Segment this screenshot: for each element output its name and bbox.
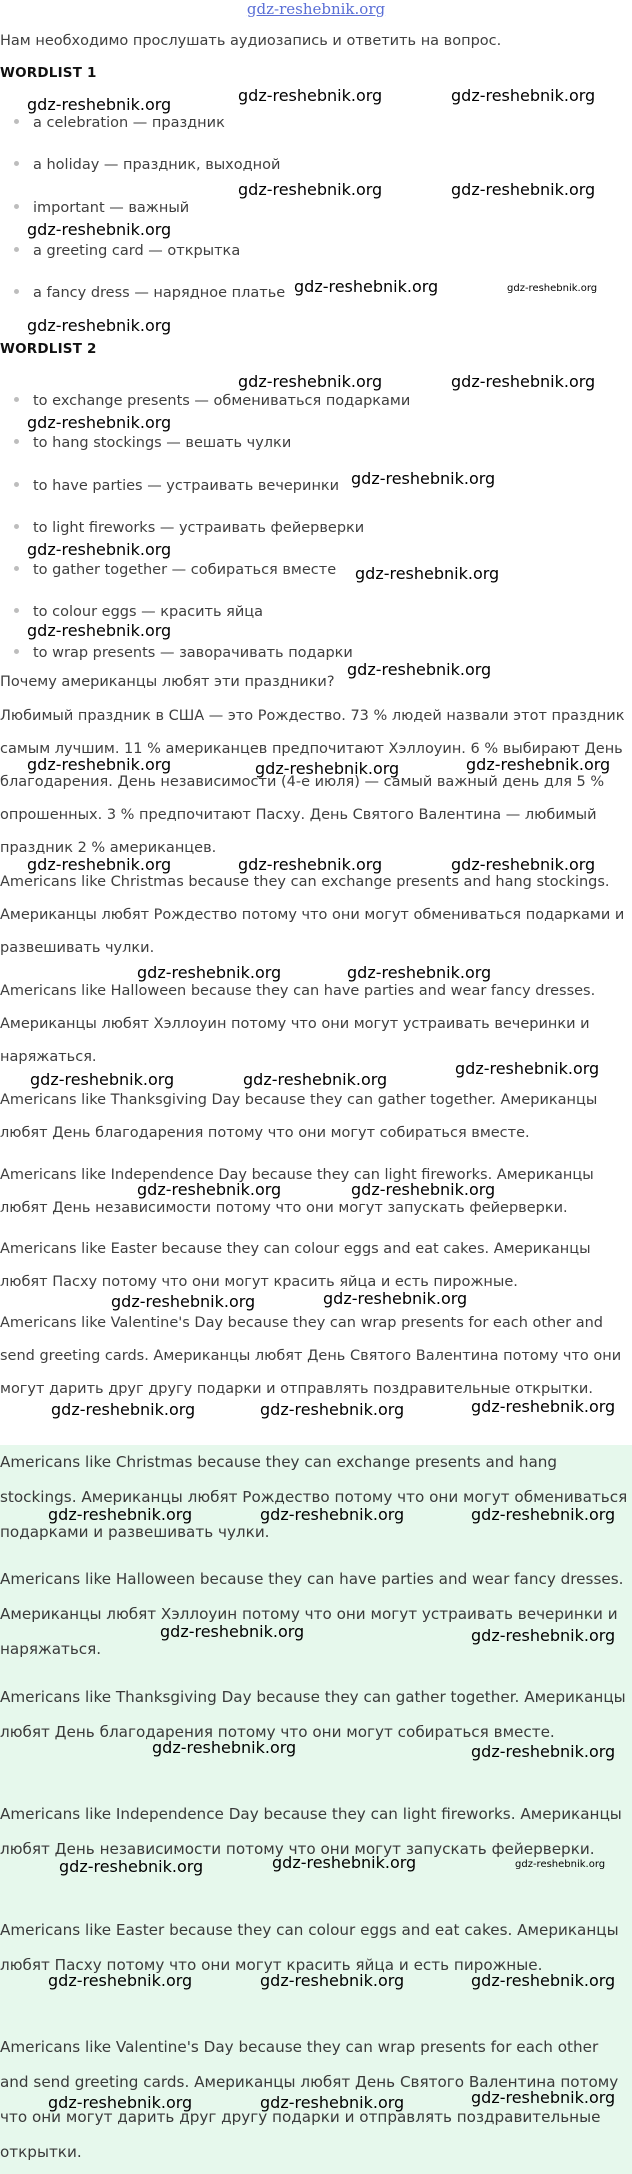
watermark: gdz-reshebnik.org bbox=[238, 372, 383, 391]
watermark: gdz-reshebnik.org bbox=[27, 540, 172, 559]
answer-paragraph-highlighted: Americans like Halloween because they can have parties and wear fancy dresses. Американцы любят Хэллоуин потому что они могут устраивать вечеринки и наряжаться. bbox=[0, 1570, 624, 1658]
watermark: gdz-reshebnik.org bbox=[294, 277, 439, 296]
watermark: gdz-reshebnik.org bbox=[48, 2093, 193, 2112]
bullet-icon bbox=[14, 608, 19, 613]
watermark: gdz-reshebnik.org bbox=[451, 86, 596, 105]
watermark: gdz-reshebnik.org bbox=[27, 855, 172, 874]
wordlist-1-item: a fancy dress — нарядное платье bbox=[0, 283, 285, 303]
watermark: gdz-reshebnik.org bbox=[347, 963, 492, 982]
watermark: gdz-reshebnik.org bbox=[30, 1070, 175, 1089]
watermark: gdz-reshebnik.org bbox=[48, 1505, 193, 1524]
bullet-icon bbox=[14, 439, 19, 444]
wordlist-1-item: important — важный bbox=[0, 198, 189, 218]
watermark: gdz-reshebnik.org bbox=[137, 963, 282, 982]
watermark: gdz-reshebnik.org bbox=[451, 855, 596, 874]
answer-paragraph-highlighted: Americans like Thanksgiving Day because they can gather together. Американцы любят День благодарения потому что они могут собираться вместе. bbox=[0, 1688, 626, 1741]
bullet-icon bbox=[14, 524, 19, 529]
watermark: gdz-reshebnik.org bbox=[347, 660, 492, 679]
watermark: gdz-reshebnik.org bbox=[59, 1857, 204, 1876]
answer-paragraph: Americans like Independence Day because they can light fireworks. Американцы любят День независимости потому что они могут запускать фейерверки. bbox=[0, 1167, 594, 1216]
watermark: gdz-reshebnik.org bbox=[455, 1059, 600, 1078]
watermark: gdz-reshebnik.org bbox=[260, 2093, 405, 2112]
watermark: gdz-reshebnik.org bbox=[48, 1971, 193, 1990]
intro-text: Нам необходимо прослушать аудиозапись и ответить на вопрос. bbox=[0, 33, 502, 49]
watermark: gdz-reshebnik.org bbox=[451, 372, 596, 391]
wordlist-2-item: to colour eggs — красить яйца bbox=[0, 602, 263, 622]
bullet-icon bbox=[14, 397, 19, 402]
answer-paragraph-highlighted: Americans like Easter because they can colour eggs and eat cakes. Американцы любят Пасху потому что они могут красить яйца и есть пирожные. bbox=[0, 1921, 619, 1974]
watermark: gdz-reshebnik.org bbox=[111, 1292, 256, 1311]
wordlist-2-item: to wrap presents — заворачивать подарки bbox=[0, 643, 353, 663]
bullet-icon bbox=[14, 119, 19, 124]
wordlist-1-item: a holiday — праздник, выходной bbox=[0, 155, 280, 175]
watermark: gdz-reshebnik.org bbox=[355, 564, 500, 583]
watermark: gdz-reshebnik.org bbox=[27, 621, 172, 640]
answer-paragraph-highlighted: Americans like Valentine's Day because they can wrap presents for each other and send greeting cards. Американцы любят День Святого Валентина потому что они могут дарить друг другу подарки и отправлять поздравительные открытки. bbox=[0, 2038, 619, 2161]
wordlist-2-heading: WORDLIST 2 bbox=[0, 341, 97, 357]
bullet-icon bbox=[14, 204, 19, 209]
watermark: gdz-reshebnik.org bbox=[471, 1971, 616, 1990]
bullet-icon bbox=[14, 161, 19, 166]
watermark: gdz-reshebnik.org bbox=[351, 469, 496, 488]
watermark: gdz-reshebnik.org bbox=[272, 1853, 417, 1872]
answer-paragraph: Americans like Easter because they can colour eggs and eat cakes. Американцы любят Пасху потому что они могут красить яйца и есть пирожные. bbox=[0, 1241, 591, 1290]
answer-paragraph: Americans like Halloween because they can have parties and wear fancy dresses. Американцы любят Хэллоуин потому что они могут устраивать вечеринки и наряжаться. bbox=[0, 983, 596, 1065]
watermark: gdz-reshebnik.org bbox=[466, 755, 611, 774]
site-link-top[interactable]: gdz-reshebnik.org bbox=[246, 0, 386, 18]
bullet-icon bbox=[14, 289, 19, 294]
watermark: gdz-reshebnik.org bbox=[471, 1397, 616, 1416]
watermark: gdz-reshebnik.org bbox=[160, 1622, 305, 1641]
bullet-icon bbox=[14, 482, 19, 487]
watermark: gdz-reshebnik.org bbox=[238, 86, 383, 105]
wordlist-2-item: to hang stockings — вешать чулки bbox=[0, 433, 291, 453]
watermark: gdz-reshebnik.org bbox=[260, 1400, 405, 1419]
watermark: gdz-reshebnik.org bbox=[323, 1289, 468, 1308]
watermark: gdz-reshebnik.org bbox=[27, 220, 172, 239]
watermark: gdz-reshebnik.org bbox=[27, 316, 172, 335]
bullet-icon bbox=[14, 566, 19, 571]
watermark: gdz-reshebnik.org bbox=[515, 1859, 606, 1870]
watermark: gdz-reshebnik.org bbox=[27, 95, 172, 114]
watermark: gdz-reshebnik.org bbox=[51, 1400, 196, 1419]
wordlist-2-item: to exchange presents — обмениваться подарками bbox=[0, 391, 410, 411]
bullet-icon bbox=[14, 247, 19, 252]
watermark: gdz-reshebnik.org bbox=[27, 413, 172, 432]
watermark: gdz-reshebnik.org bbox=[507, 283, 598, 294]
watermark: gdz-reshebnik.org bbox=[471, 1505, 616, 1524]
survey-results-text: Любимый праздник в США — это Рождество. 73 % людей назвали этот праздник самым лучшим. 11 % американцев предпочитают Хэллоуин. 6 % выбирают День благодарения. День независимости (4-е июля) — самый важный день для 5 % опрошенных. 3 % предпочитают Пасху. День Святого Валентина — любимый праздник 2 % американцев. bbox=[0, 708, 625, 856]
watermark: gdz-reshebnik.org bbox=[471, 1742, 616, 1761]
watermark: gdz-reshebnik.org bbox=[351, 1180, 496, 1199]
wordlist-1-item: a greeting card — открытка bbox=[0, 241, 240, 261]
watermark: gdz-reshebnik.org bbox=[27, 755, 172, 774]
answer-paragraph: Americans like Valentine's Day because they can wrap presents for each other and send greeting cards. Американцы любят День Святого Валентина потому что они могут дарить друг другу подарки и отправлять поздравительные открытки. bbox=[0, 1315, 622, 1397]
watermark: gdz-reshebnik.org bbox=[255, 759, 400, 778]
watermark: gdz-reshebnik.org bbox=[451, 180, 596, 199]
watermark: gdz-reshebnik.org bbox=[243, 1070, 388, 1089]
answer-paragraph-highlighted: Americans like Christmas because they can exchange presents and hang stockings. Американцы любят Рождество потому что они могут обмениваться подарками и развешивать чулки. bbox=[0, 1453, 628, 1541]
watermark: gdz-reshebnik.org bbox=[152, 1738, 297, 1757]
wordlist-1-item: a celebration — праздник bbox=[0, 113, 225, 133]
wordlist-2-item: to have parties — устраивать вечеринки bbox=[0, 476, 339, 496]
watermark: gdz-reshebnik.org bbox=[471, 1626, 616, 1645]
question-text: Почему американцы любят эти праздники? bbox=[0, 674, 335, 690]
watermark: gdz-reshebnik.org bbox=[260, 1505, 405, 1524]
watermark: gdz-reshebnik.org bbox=[238, 180, 383, 199]
watermark: gdz-reshebnik.org bbox=[238, 855, 383, 874]
bullet-icon bbox=[14, 649, 19, 654]
watermark: gdz-reshebnik.org bbox=[260, 1971, 405, 1990]
wordlist-2-item: to light fireworks — устраивать фейерверки bbox=[0, 518, 364, 538]
watermark: gdz-reshebnik.org bbox=[471, 2088, 616, 2107]
answer-paragraph-highlighted: Americans like Independence Day because they can light fireworks. Американцы любят День независимости потому что они могут запускать фейерверки. bbox=[0, 1805, 622, 1858]
wordlist-1-heading: WORDLIST 1 bbox=[0, 65, 97, 81]
answer-paragraph: Americans like Thanksgiving Day because they can gather together. Американцы любят День благодарения потому что они могут собираться вместе. bbox=[0, 1092, 598, 1141]
answer-paragraph: Americans like Christmas because they can exchange presents and hang stockings. Американцы любят Рождество потому что они могут обмениваться подарками и развешивать чулки. bbox=[0, 874, 625, 956]
wordlist-2-item: to gather together — собираться вместе bbox=[0, 560, 336, 580]
watermark: gdz-reshebnik.org bbox=[137, 1180, 282, 1199]
